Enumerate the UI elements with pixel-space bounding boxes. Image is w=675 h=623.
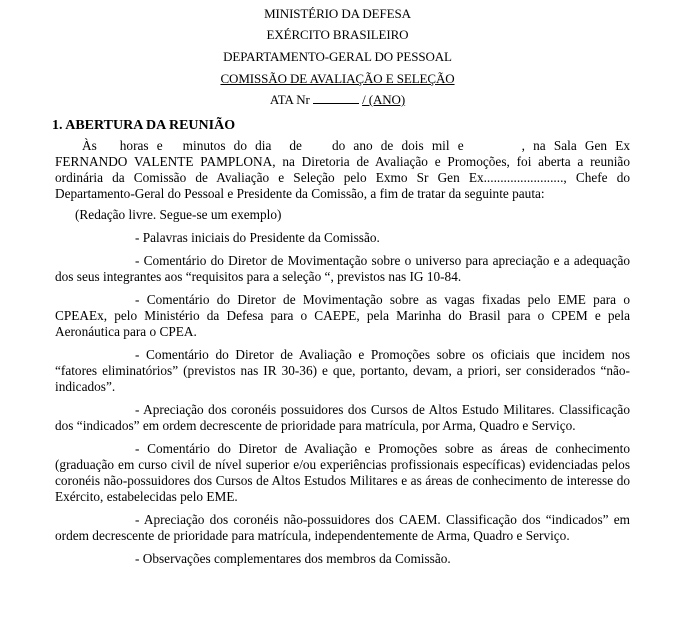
ata-prefix: ATA Nr [269, 92, 310, 107]
agenda-item: - Palavras iniciais do Presidente da Comissão. [135, 230, 380, 245]
agenda-item: - Comentário do Diretor de Movimentação sobre o universo para apreciação e a adequação dos seus integrantes aos “requisitos para a seleção “, previstos nas IG 10-84. [55, 253, 630, 284]
agenda-item: - Apreciação dos coronéis não-possuidores dos CAEM. Classificação dos “indicados” em ordem decrescente de prioridade para matrícula, independentemente de Arma, Quadro e Serviço. [55, 512, 630, 543]
header-army: EXÉRCITO BRASILEIRO [266, 27, 409, 42]
intro-text: Às [82, 138, 97, 153]
agenda-item: - Apreciação dos coronéis possuidores dos Cursos de Altos Estudo Militares. Classificação dos “indicados” em ordem decrescente de prioridade para matrícula, por Arma, Quadro e Serviço. [55, 402, 630, 433]
header-ministry: MINISTÉRIO DA DEFESA [264, 6, 411, 21]
ata-number-blank [313, 92, 359, 104]
intro-text: do ano de dois mil e [331, 138, 464, 153]
intro-text: de [289, 138, 302, 153]
note-line: (Redação livre. Segue-se um exemplo) [75, 207, 282, 222]
intro-text: , na Sala Gen Ex FERNANDO VALENTE PAMPLONA, na Diretoria de Avaliação e Promoções, foi aberta a reunião ordinária da Comissão de Avaliação e Seleção pelo Exmo Sr Gen Ex........................, Chefe do Departamento-Geral do Pessoal e Presidente da Comissão, a fim de tratar da seguinte pauta: [55, 138, 630, 201]
agenda-item: - Comentário do Diretor de Avaliação e Promoções sobre as áreas de conhecimento (graduação em curso civil de nível superior e/ou experiências profissionais específicas) evidenciadas pelos coronéis não-possuidores dos Cursos de Altos Estudos Militares e as áreas de conhecimento de interesse do Exército, estabelecidas pelo EME. [55, 441, 630, 504]
agenda-item: - Comentário do Diretor de Movimentação sobre as vagas fixadas pelo EME para o CPEAEx, pelo Ministério da Defesa para o CAEPE, pela Marinha do Brasil para o CPEM e pela Aeronáutica para o CPEA. [55, 292, 630, 339]
intro-text: minutos do dia [182, 138, 272, 153]
header-department: DEPARTAMENTO-GERAL DO PESSOAL [223, 49, 452, 64]
intro-paragraph [55, 138, 630, 202]
ata-year: / (ANO) [362, 92, 406, 107]
intro-text: horas e [119, 138, 163, 153]
agenda-item: - Comentário do Diretor de Avaliação e Promoções sobre os oficiais que incidem nos “fatores eliminatórios” (previstos nas IR 30-36) e que, portanto, devam, a priori, ser considerados “não-indicados”. [55, 347, 630, 394]
header-commission [0, 71, 675, 87]
agenda-item: - Observações complementares dos membros da Comissão. [135, 551, 451, 566]
ata-line [0, 92, 675, 108]
commission-title: COMISSÃO DE AVALIAÇÃO E SELEÇÃO [220, 71, 455, 86]
document-body [55, 138, 630, 567]
section-title: 1. ABERTURA DA REUNIÃO [52, 118, 236, 133]
